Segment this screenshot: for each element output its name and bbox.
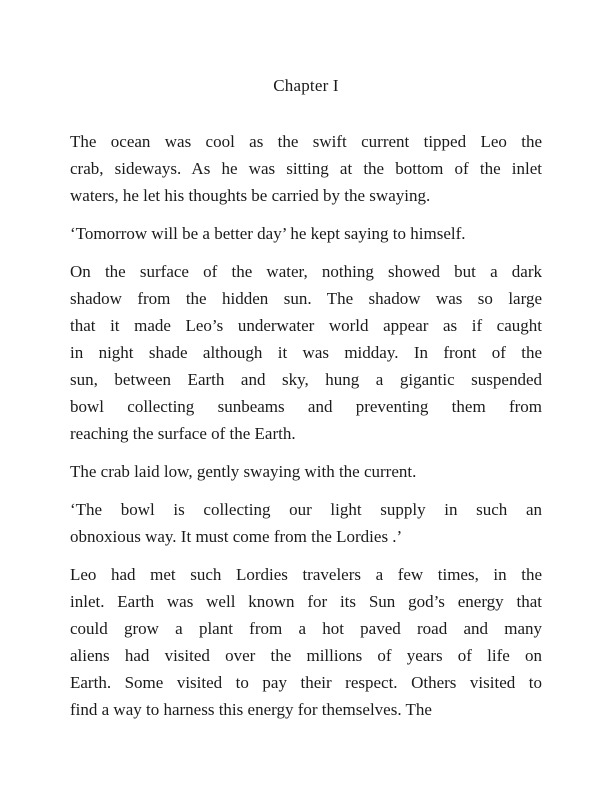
text-line: On the surface of the water, nothing showed but a dark bbox=[70, 262, 542, 281]
paragraph bbox=[70, 220, 542, 247]
paragraph bbox=[70, 561, 542, 723]
text-line: could grow a plant from a hot paved road and many bbox=[70, 619, 542, 638]
text-line: Leo had met such Lordies travelers a few times, in the bbox=[70, 565, 542, 584]
text-line: ‘Tomorrow will be a better day’ he kept saying to himself. bbox=[70, 224, 466, 243]
text-line: crab, sideways. As he was sitting at the bottom of the inlet bbox=[70, 159, 542, 178]
paragraph bbox=[70, 496, 542, 550]
text-line: find a way to harness this energy for themselves. The bbox=[70, 700, 432, 719]
text-line: shadow from the hidden sun. The shadow was so large bbox=[70, 289, 542, 308]
paragraph bbox=[70, 258, 542, 447]
text-line: in night shade although it was midday. In front of the bbox=[70, 343, 542, 362]
page-content bbox=[70, 0, 542, 734]
paragraph bbox=[70, 458, 542, 485]
paragraph bbox=[70, 128, 542, 209]
text-line: reaching the surface of the Earth. bbox=[70, 424, 296, 443]
text-line: Earth. Some visited to pay their respect. Others visited to bbox=[70, 673, 542, 692]
text-line: The ocean was cool as the swift current tipped Leo the bbox=[70, 132, 542, 151]
text-line: waters, he let his thoughts be carried by the swaying. bbox=[70, 186, 431, 205]
text-line: bowl collecting sunbeams and preventing them from bbox=[70, 397, 542, 416]
text-line: that it made Leo’s underwater world appear as if caught bbox=[70, 316, 542, 335]
text-line: ‘The bowl is collecting our light supply in such an bbox=[70, 500, 542, 519]
body-text bbox=[70, 128, 542, 723]
chapter-heading: Chapter I bbox=[273, 76, 339, 95]
text-line: sun, between Earth and sky, hung a gigantic suspended bbox=[70, 370, 542, 389]
text-line: obnoxious way. It must come from the Lordies .’ bbox=[70, 527, 403, 546]
text-line: aliens had visited over the millions of years of life on bbox=[70, 646, 542, 665]
text-line: The crab laid low, gently swaying with the current. bbox=[70, 462, 417, 481]
text-line: inlet. Earth was well known for its Sun god’s energy that bbox=[70, 592, 542, 611]
